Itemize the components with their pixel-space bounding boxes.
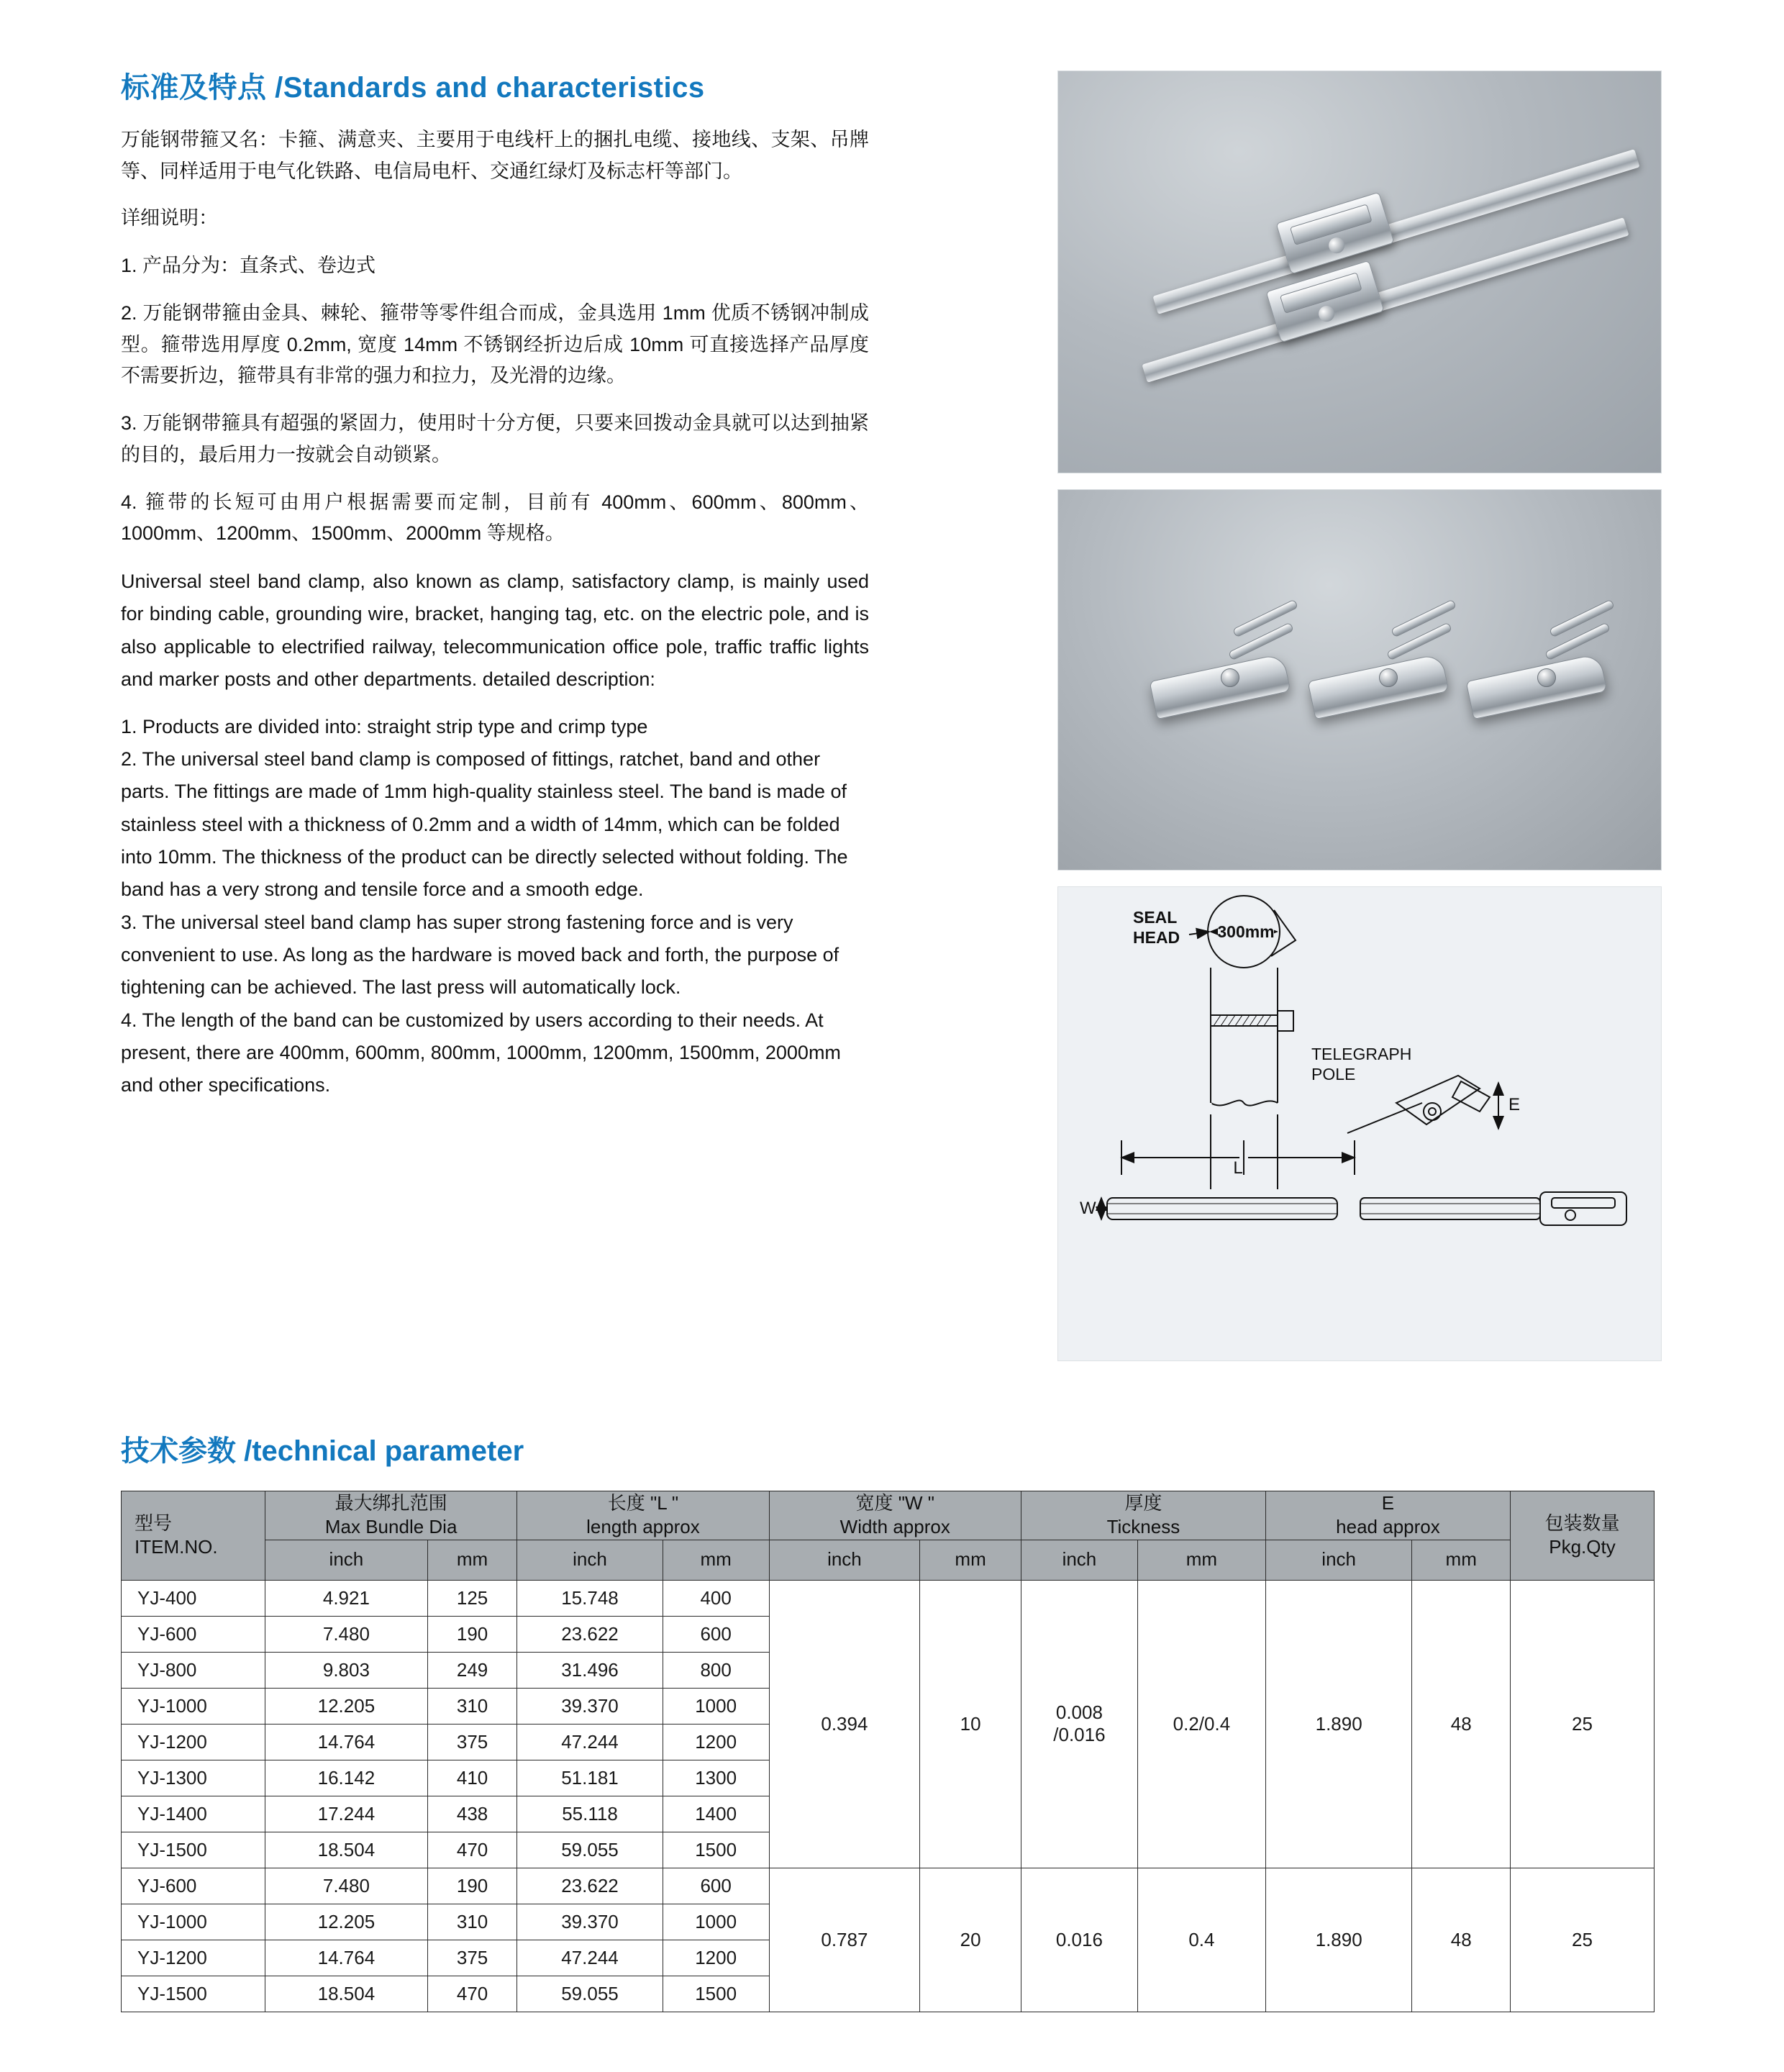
clamp-body bbox=[1307, 653, 1449, 719]
header-pkg bbox=[1511, 1491, 1655, 1581]
cell-bundle-mm: 470 bbox=[427, 1976, 516, 2012]
drawing-head-label: E bbox=[1508, 1095, 1521, 1114]
unit-head-inch: inch bbox=[1265, 1540, 1411, 1580]
header-width-en: Width approx bbox=[839, 1516, 950, 1538]
cell-item: YJ-600 bbox=[122, 1868, 265, 1904]
cell-bundle-inch: 17.244 bbox=[265, 1796, 428, 1832]
header-item-en: ITEM.NO. bbox=[135, 1536, 218, 1558]
cell-length-inch: 39.370 bbox=[517, 1688, 663, 1724]
drawing-length-label: L bbox=[1233, 1158, 1243, 1178]
cell-bundle-inch: 14.764 bbox=[265, 1940, 428, 1976]
header-head bbox=[1265, 1491, 1510, 1540]
cell-bundle-inch: 7.480 bbox=[265, 1868, 428, 1904]
header-thickness-en: Tickness bbox=[1106, 1516, 1180, 1538]
header-row-group bbox=[122, 1491, 1655, 1540]
cell-item: YJ-1400 bbox=[122, 1796, 265, 1832]
header-width bbox=[769, 1491, 1021, 1540]
cell-item: YJ-800 bbox=[122, 1652, 265, 1688]
cell-bundle-mm: 310 bbox=[427, 1688, 516, 1724]
cell-length-inch: 39.370 bbox=[517, 1904, 663, 1940]
text-column bbox=[121, 65, 869, 1108]
unit-length-inch: inch bbox=[517, 1540, 663, 1580]
header-row-units bbox=[122, 1540, 1655, 1580]
cell-length-inch: 59.055 bbox=[517, 1976, 663, 2012]
drawing-pole-label-line1: TELEGRAPH bbox=[1311, 1045, 1412, 1063]
header-item-cn: 型号 bbox=[135, 1512, 173, 1534]
thickness-inch-line2: /0.016 bbox=[1053, 1724, 1106, 1746]
header-length bbox=[517, 1491, 769, 1540]
technical-drawing bbox=[1057, 886, 1662, 1361]
cell-thickness-mm-group1: 0.2/0.4 bbox=[1137, 1580, 1265, 1868]
cell-bundle-mm: 410 bbox=[427, 1760, 516, 1796]
cell-bundle-mm: 438 bbox=[427, 1796, 516, 1832]
clamp-body bbox=[1465, 653, 1607, 719]
cell-item: YJ-1200 bbox=[122, 1724, 265, 1760]
en-item-2: 2. The universal steel band clamp is composed of fittings, ratchet, band and other parts. The fittings are made of 1mm high-quality stainless steel. The band is made of stainless steel with a thickness of 0.2mm and a width of 14mm, which can be folded into 10mm. The thickness of the product can be directly selected without folding. The band has a very strong and tensile force and a smooth edge. bbox=[121, 748, 848, 901]
table-row bbox=[122, 1868, 1655, 1904]
header-length-en: length approx bbox=[586, 1516, 700, 1538]
clamp-head-2 bbox=[1310, 598, 1461, 720]
header-item bbox=[122, 1491, 265, 1581]
cell-item: YJ-1000 bbox=[122, 1688, 265, 1724]
en-item-3: 3. The universal steel band clamp has super strong fastening force and is very convenient to use. As long as the hardware is moved back and forth, the purpose of tightening can be achieved. The last press will automatically lock. bbox=[121, 911, 839, 999]
clamp-head-1 bbox=[1152, 598, 1303, 720]
cell-bundle-mm: 375 bbox=[427, 1724, 516, 1760]
page-title: 标准及特点 /Standards and characteristics bbox=[121, 72, 705, 104]
cn-paragraph-3: 1. 产品分为：直条式、卷边式 bbox=[121, 255, 376, 277]
header-length-cn: 长度 "L " bbox=[607, 1492, 679, 1514]
cell-length-mm: 800 bbox=[663, 1652, 769, 1688]
product-photo-heads bbox=[1057, 489, 1662, 871]
unit-head-mm: mm bbox=[1412, 1540, 1511, 1580]
cell-bundle-inch: 4.921 bbox=[265, 1580, 428, 1616]
header-width-cn: 宽度 "W " bbox=[855, 1492, 934, 1514]
cell-length-mm: 600 bbox=[663, 1616, 769, 1652]
cell-width-mm-group1: 10 bbox=[920, 1580, 1021, 1868]
drawing-seal-head-label-line1: SEAL bbox=[1133, 908, 1178, 927]
cell-bundle-inch: 9.803 bbox=[265, 1652, 428, 1688]
cell-item: YJ-1000 bbox=[122, 1904, 265, 1940]
cell-bundle-mm: 470 bbox=[427, 1832, 516, 1868]
unit-thickness-mm: mm bbox=[1137, 1540, 1265, 1580]
cell-length-mm: 1500 bbox=[663, 1832, 769, 1868]
unit-width-inch: inch bbox=[769, 1540, 920, 1580]
spec-table bbox=[121, 1491, 1655, 2012]
cell-thickness-inch-group2: 0.016 bbox=[1021, 1868, 1137, 2012]
cell-item: YJ-1500 bbox=[122, 1976, 265, 2012]
cell-bundle-mm: 249 bbox=[427, 1652, 516, 1688]
cell-length-inch: 47.244 bbox=[517, 1940, 663, 1976]
thickness-inch-line1: 0.008 bbox=[1055, 1701, 1103, 1724]
cell-length-mm: 400 bbox=[663, 1580, 769, 1616]
cell-length-mm: 1500 bbox=[663, 1976, 769, 2012]
cell-bundle-mm: 310 bbox=[427, 1904, 516, 1940]
clamp-body bbox=[1149, 653, 1291, 719]
cell-length-inch: 59.055 bbox=[517, 1832, 663, 1868]
cell-item: YJ-400 bbox=[122, 1580, 265, 1616]
cell-length-inch: 51.181 bbox=[517, 1760, 663, 1796]
cell-pkg-group2: 25 bbox=[1511, 1868, 1655, 2012]
header-pkg-en: Pkg.Qty bbox=[1549, 1536, 1616, 1558]
spec-table-container bbox=[121, 1491, 1655, 2012]
cell-item: YJ-600 bbox=[122, 1616, 265, 1652]
cell-bundle-mm: 190 bbox=[427, 1616, 516, 1652]
cell-length-mm: 600 bbox=[663, 1868, 769, 1904]
header-pkg-cn: 包装数量 bbox=[1544, 1512, 1620, 1534]
header-head-en: head approx bbox=[1336, 1516, 1440, 1538]
cell-length-mm: 1400 bbox=[663, 1796, 769, 1832]
buckle-pin bbox=[1316, 304, 1336, 323]
spec-table-head bbox=[122, 1491, 1655, 1581]
image-column bbox=[1057, 71, 1662, 1361]
clamp-head-3 bbox=[1468, 598, 1619, 720]
footer-decoration bbox=[121, 2033, 164, 2052]
cell-length-mm: 1300 bbox=[663, 1760, 769, 1796]
buckle-pin bbox=[1326, 235, 1346, 255]
cell-bundle-mm: 125 bbox=[427, 1580, 516, 1616]
cell-length-mm: 1200 bbox=[663, 1724, 769, 1760]
cell-bundle-inch: 18.504 bbox=[265, 1976, 428, 2012]
en-item-1: 1. Products are divided into: straight strip type and crimp type bbox=[121, 715, 648, 737]
cell-thickness-mm-group2: 0.4 bbox=[1137, 1868, 1265, 2012]
cell-item: YJ-1500 bbox=[122, 1832, 265, 1868]
cn-paragraph-1: 万能钢带箍又名：卡箍、满意夹、主要用于电线杆上的捆扎电缆、接地线、支架、吊牌等、同样适用于电气化铁路、电信局电杆、交通红绿灯及标志杆等部门。 bbox=[121, 129, 869, 182]
cell-length-mm: 1000 bbox=[663, 1688, 769, 1724]
cell-head-mm-group2: 48 bbox=[1412, 1868, 1511, 2012]
cell-length-inch: 23.622 bbox=[517, 1616, 663, 1652]
cell-item: YJ-1200 bbox=[122, 1940, 265, 1976]
cell-length-inch: 15.748 bbox=[517, 1580, 663, 1616]
clamp-screw bbox=[1221, 668, 1239, 687]
cell-bundle-inch: 14.764 bbox=[265, 1724, 428, 1760]
cell-head-inch-group2: 1.890 bbox=[1265, 1868, 1411, 2012]
product-photo-bands bbox=[1057, 71, 1662, 473]
cell-bundle-inch: 7.480 bbox=[265, 1616, 428, 1652]
cell-bundle-inch: 12.205 bbox=[265, 1688, 428, 1724]
spec-table-body bbox=[122, 1580, 1655, 2012]
cell-bundle-inch: 18.504 bbox=[265, 1832, 428, 1868]
cell-bundle-inch: 12.205 bbox=[265, 1904, 428, 1940]
en-item-list bbox=[121, 711, 869, 1102]
cell-pkg-group1: 25 bbox=[1511, 1580, 1655, 1868]
unit-bundle-inch: inch bbox=[265, 1540, 428, 1580]
drawing-seal-head-label-line2: HEAD bbox=[1133, 928, 1180, 947]
cn-paragraph-6: 4. 箍带的长短可由用户根据需要而定制，目前有 400mm、600mm、800mm、1000mm、1200mm、1500mm、2000mm 等规格。 bbox=[121, 491, 869, 545]
table-row bbox=[122, 1580, 1655, 1616]
drawing-pole-label-line2: POLE bbox=[1311, 1065, 1356, 1083]
cell-width-inch-group1: 0.394 bbox=[769, 1580, 920, 1868]
unit-bundle-mm: mm bbox=[427, 1540, 516, 1580]
technical-parameter-title: 技术参数 /technical parameter bbox=[121, 1435, 524, 1467]
header-thickness bbox=[1021, 1491, 1265, 1540]
cell-head-inch-group1: 1.890 bbox=[1265, 1580, 1411, 1868]
cell-length-mm: 1200 bbox=[663, 1940, 769, 1976]
drawing-width-label: W bbox=[1080, 1199, 1096, 1218]
cn-paragraph-2: 详细说明： bbox=[121, 207, 218, 230]
cell-length-inch: 47.244 bbox=[517, 1724, 663, 1760]
cell-length-mm: 1000 bbox=[663, 1904, 769, 1940]
cn-paragraph-4: 2. 万能钢带箍由金具、棘轮、箍带等零件组合而成，金具选用 1mm 优质不锈钢冲制成型。箍带选用厚度 0.2mm, 宽度 14mm 不锈钢经折边后成 10mm 可直接选择产品厚度不需要折边，箍带具有非常的强力和拉力，及光滑的边缘。 bbox=[121, 301, 869, 387]
technical-drawing-svg bbox=[1058, 887, 1662, 1362]
unit-width-mm: mm bbox=[920, 1540, 1021, 1580]
drawing-diameter-label: 300mm bbox=[1217, 922, 1275, 941]
cell-thickness-inch-group1 bbox=[1021, 1580, 1137, 1868]
clamp-screw bbox=[1379, 668, 1398, 687]
cell-length-inch: 23.622 bbox=[517, 1868, 663, 1904]
cell-bundle-mm: 190 bbox=[427, 1868, 516, 1904]
unit-thickness-inch: inch bbox=[1021, 1540, 1137, 1580]
cell-length-inch: 31.496 bbox=[517, 1652, 663, 1688]
header-thickness-cn: 厚度 bbox=[1124, 1492, 1162, 1514]
header-bundle-cn: 最大绑扎范围 bbox=[334, 1492, 447, 1514]
header-bundle-en: Max Bundle Dia bbox=[324, 1516, 458, 1538]
cell-head-mm-group1: 48 bbox=[1412, 1580, 1511, 1868]
cell-width-mm-group2: 20 bbox=[920, 1868, 1021, 2012]
en-item-4: 4. The length of the band can be customized by users according to their needs. At present, there are 400mm, 600mm, 800mm, 1000mm, 1200mm, 1500mm, 2000mm and other specifications. bbox=[121, 1009, 841, 1096]
unit-length-mm: mm bbox=[663, 1540, 769, 1580]
header-bundle bbox=[265, 1491, 517, 1540]
cell-bundle-mm: 375 bbox=[427, 1940, 516, 1976]
cell-length-inch: 55.118 bbox=[517, 1796, 663, 1832]
cell-width-inch-group2: 0.787 bbox=[769, 1868, 920, 2012]
header-head-cn: E bbox=[1381, 1492, 1395, 1514]
cell-item: YJ-1300 bbox=[122, 1760, 265, 1796]
cell-bundle-inch: 16.142 bbox=[265, 1760, 428, 1796]
clamp-screw bbox=[1537, 668, 1556, 687]
en-intro-paragraph: Universal steel band clamp, also known as clamp, satisfactory clamp, is mainly used for binding cable, grounding wire, bracket, hanging tag, etc. on the electric pole, and is also applicable to electrified railway, telecommunication office pole, traffic traffic lights and marker posts and other departments. detailed description: bbox=[121, 571, 869, 691]
cn-paragraph-5: 3. 万能钢带箍具有超强的紧固力，使用时十分方便，只要来回拨动金具就可以达到抽紧的目的，最后用力一按就会自动锁紧。 bbox=[121, 412, 869, 465]
